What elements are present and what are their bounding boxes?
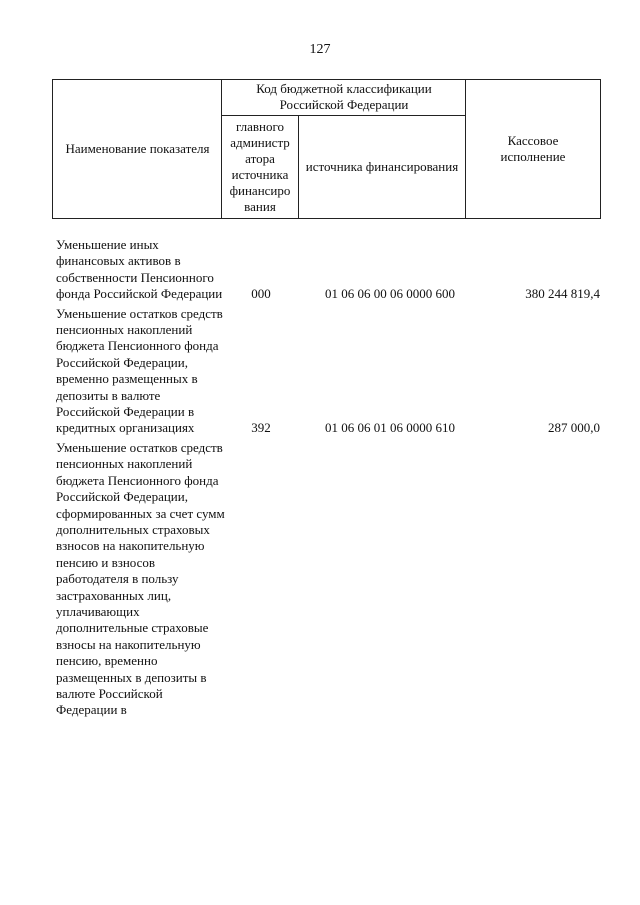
row-name: Уменьшение остатков средств пенсионных накоплений бюджета Пенсионного фонда Российской Федерации, временно размещенных в депозиты в валюте Российской Федерации в кредитных организациях	[56, 305, 223, 436]
row-amount: 287 000,0	[548, 420, 600, 436]
row-name: Уменьшение остатков средств пенсионных накоплений бюджета Пенсионного фонда Российской Федерации, сформированных за счет сумм дополнительных страховых взносов на накопительную пенсию и взносов работодателя в пользу застрахованных лиц, уплачивающих дополнительные страховые взносы на накопительную пенсию, временно размещенных в депозиты в валюте Российской Федерации в	[56, 439, 225, 718]
header-divider	[465, 79, 466, 219]
row-admin-code: 000	[251, 286, 271, 302]
table-body	[56, 237, 600, 722]
header-source: источника финансирования	[305, 159, 459, 174]
row-classification-code: 01 06 06 01 06 0000 610	[325, 420, 455, 436]
row-classification-code: 01 06 06 00 06 0000 600	[325, 286, 455, 302]
header-amount: Кассовое исполнение	[500, 133, 566, 164]
row-admin-code: 392	[251, 420, 271, 436]
header-divider	[298, 115, 299, 219]
header-code-group: Код бюджетной классификации Российской Федерации	[256, 81, 432, 112]
header-admin: главного администратора источника финансирования	[229, 119, 291, 214]
header-name: Наименование показателя	[65, 141, 210, 156]
table-row	[56, 306, 600, 437]
table-row	[56, 440, 600, 719]
row-name: Уменьшение иных финансовых активов в собственности Пенсионного фонда Российской Федерации	[56, 237, 223, 302]
row-amount: 380 244 819,4	[525, 286, 600, 302]
page-number: 127	[309, 42, 331, 57]
table-row	[56, 237, 600, 303]
header-divider	[221, 79, 222, 219]
